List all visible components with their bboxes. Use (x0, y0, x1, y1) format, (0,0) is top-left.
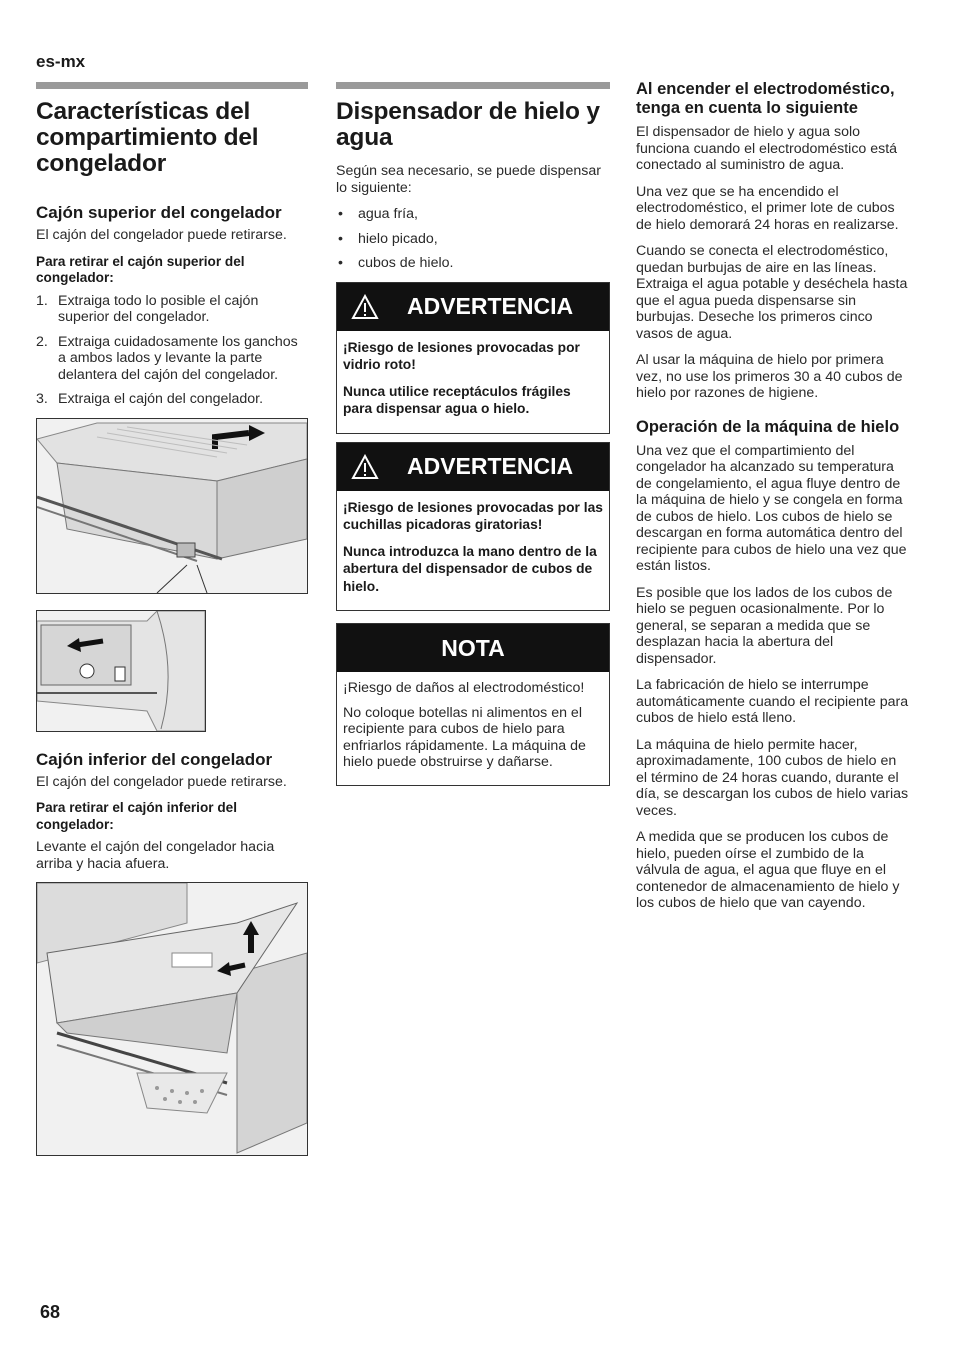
dispense-options-list (336, 206, 610, 272)
hook-detail-illustration (36, 610, 206, 732)
upper-drawer-instructions-title: Para retirar el cajón superior del congelador: (36, 253, 245, 285)
step-item (36, 391, 308, 408)
column-freezer-features (36, 82, 308, 1156)
step-number: 3. (36, 391, 48, 407)
step-text: Extraiga todo lo posible el cajón superior del congelador. (58, 292, 259, 325)
paragraph: Extraiga el agua potable y deséchela hasta que el agua pueda dispensarse sin burbujas. Deseche los primeros cinco vasos de agua. (636, 276, 908, 342)
paragraph: Una vez que se ha encendido el electrodoméstico, el primer lote de cubos de hielo demorará 24 horas en realizarse. (636, 183, 899, 233)
paragraph: Es posible que los lados de los cubos de hielo se peguen ocasionalmente. Por lo general, se separan a medida que se desplazan hacia la abertura del dispensador. (636, 584, 893, 667)
warning-action: Nunca introduzca la mano dentro de la abertura del dispensador de cubos de hielo. (343, 543, 597, 594)
language-code: es-mx (36, 52, 86, 71)
section-title: Características del compartimiento del congelador (36, 98, 259, 177)
lower-drawer-instruction-text: Levante el cajón del congelador hacia arriba y hacia afuera. (36, 839, 275, 872)
page-number: 68 (40, 1302, 61, 1322)
step-text: Extraiga el cajón del congelador. (58, 391, 264, 407)
warning-box-broken-glass (336, 282, 610, 434)
step-number: 1. (36, 292, 48, 309)
warning-risk: ¡Riesgo de lesiones provocadas por vidrio roto! (343, 339, 580, 372)
step-item (36, 293, 308, 326)
note-box (336, 623, 610, 786)
paragraph: La máquina de hielo permite hacer, aproximadamente, 100 cubos de hielo en el término de 24 horas cuando, durante el día, se descargan los cubos de hielo varias veces. (636, 736, 909, 819)
paragraph: A medida que se producen los cubos de hielo, pueden oírse el zumbido de la válvula de agua, el agua que fluye en el contenedor de almacenamiento de hielo y los cubos de hielo que van cayendo. (636, 829, 900, 911)
heading-ice-maker-operation: Operación de la máquina de hielo (636, 417, 900, 436)
list-item: • agua fría, (336, 206, 610, 223)
column-operation (636, 80, 911, 922)
subsection-heading-upper-drawer: Cajón superior del congelador (36, 203, 282, 222)
upper-drawer-illustration (36, 418, 308, 594)
warning-header (337, 443, 609, 491)
warning-title: ADVERTENCIA (407, 453, 574, 479)
warning-triangle-icon (351, 454, 379, 480)
paragraph: Al usar la máquina de hielo por primera vez, no use los primeros 30 a 40 cubos de hielo por razones de higiene. (636, 352, 903, 401)
column-ice-water-dispenser (336, 82, 610, 794)
heading-switch-on: Al encender el electrodoméstico, tenga en cuenta lo siguiente (636, 80, 895, 117)
section-rule (36, 82, 308, 89)
warning-title: ADVERTENCIA (407, 293, 574, 319)
lower-drawer-instructions-title: Para retirar el cajón inferior del congelador: (36, 800, 237, 832)
warning-risk: ¡Riesgo de lesiones provocadas por las cuchillas picadoras giratorias! (343, 499, 603, 532)
list-item: • hielo picado, (336, 231, 610, 248)
note-title: NOTA (441, 634, 505, 661)
paragraph: Cuando se conecta el electrodoméstico, quedan burbujas de aire en las líneas. (636, 243, 889, 276)
note-header (337, 624, 609, 672)
warning-triangle-icon (351, 294, 379, 320)
lower-drawer-intro: El cajón del congelador puede retirarse. (36, 773, 287, 790)
warning-header (337, 283, 609, 331)
step-number: 2. (36, 333, 48, 350)
note-text: No coloque botellas ni alimentos en el recipiente para cubos de hielo para enfriarlos rápidamente. La máquina de hielo puede obstruirse y dañarse. (343, 704, 586, 770)
paragraph: El dispensador de hielo y agua solo funciona cuando el electrodoméstico está conectado al suministro de agua. (636, 124, 898, 173)
upper-drawer-figure-group (36, 418, 308, 732)
upper-drawer-steps (36, 293, 308, 408)
paragraph: Una vez que el compartimiento del congelador ha alcanzado su temperatura de congelamiento, el agua fluye dentro de la máquina de hielo y se congela en forma de cubos de hielo. Los cubos de hielo se descargan en forma automática dentro del recipiente para cubos de hielo una vez que están listos. (636, 442, 907, 574)
warning-action: Nunca utilice receptáculos frágiles para dispensar agua o hielo. (343, 383, 571, 416)
section-title: Dispensador de hielo y agua (336, 98, 600, 151)
section-rule (336, 82, 610, 89)
paragraph: La fabricación de hielo se interrumpe automáticamente cuando el recipiente para cubos de hielo está lleno. (636, 677, 909, 726)
list-item: • cubos de hielo. (336, 255, 610, 272)
lower-drawer-illustration (36, 882, 308, 1156)
dispenser-intro: Según sea necesario, se puede dispensar lo siguiente: (336, 163, 602, 196)
step-item (36, 334, 308, 384)
subsection-heading-lower-drawer: Cajón inferior del congelador (36, 749, 273, 769)
upper-drawer-intro: El cajón del congelador puede retirarse. (36, 227, 287, 243)
warning-box-blades (336, 442, 610, 612)
note-risk: ¡Riesgo de daños al electrodoméstico! (343, 680, 585, 696)
step-text: Extraiga cuidadosamente los ganchos a ambos lados y levante la parte delantera del cajón del congelador. (58, 333, 298, 383)
